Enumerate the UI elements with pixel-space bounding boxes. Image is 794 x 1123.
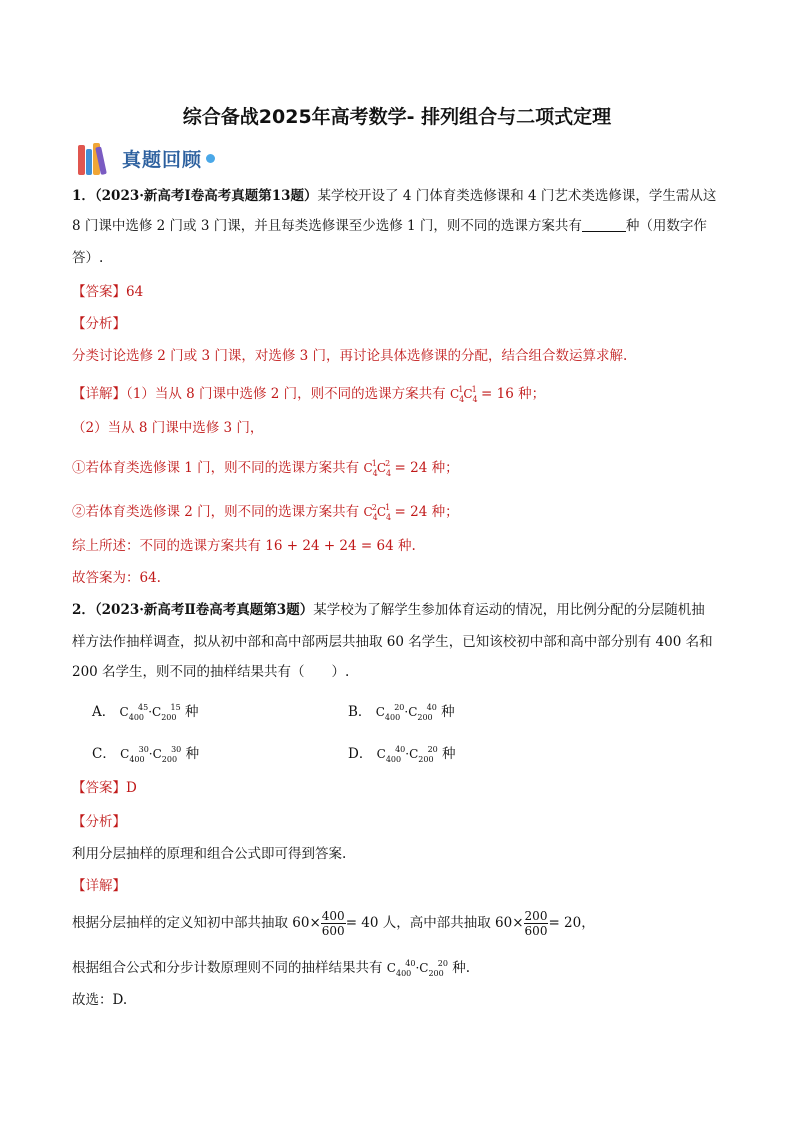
option-formula: $C_{400}^{30}\cdot C_{200}^{30}$ bbox=[120, 745, 182, 764]
frac-den: 600 bbox=[524, 924, 548, 938]
sub: 200 bbox=[417, 713, 433, 722]
books-icon bbox=[78, 141, 118, 175]
q2-number: 2． bbox=[72, 602, 95, 618]
frac-num: 400 bbox=[321, 909, 345, 923]
q2-detail2 bbox=[72, 954, 732, 984]
answer-value: 64 bbox=[126, 284, 144, 300]
detail1-tail: = 16 种； bbox=[481, 386, 546, 402]
answer-blank bbox=[582, 217, 626, 232]
option-d[interactable] bbox=[348, 742, 456, 764]
option-c[interactable] bbox=[92, 742, 199, 764]
q2-stem-b: 样方法作抽样调查，拟从初中部和高中部两层共抽取 60 名学生，已知该校初中部和高中部分别有 400 名和 bbox=[72, 634, 713, 650]
sup: 15 bbox=[170, 703, 181, 712]
dot-icon bbox=[206, 154, 215, 163]
option-label: B． bbox=[348, 704, 372, 720]
q1-analysis: 分类讨论选修 2 门或 3 门课，对选修 3 门，再讨论具体选修课的分配，结合组合数运算求解. bbox=[72, 348, 628, 364]
q1-stem-c: 种（用数字作 bbox=[625, 218, 707, 234]
option-tail: 种 bbox=[442, 746, 456, 762]
q2-analysis-label: 【分析】 bbox=[72, 814, 126, 830]
answer-value: D bbox=[126, 780, 137, 796]
case2-text: ②若体育类选修课 2 门，则不同的选课方案共有 bbox=[72, 504, 360, 520]
option-formula: $C_{400}^{20}\cdot C_{200}^{40}$ bbox=[375, 703, 437, 722]
q1-analysis-label: 【分析】 bbox=[72, 316, 126, 332]
q1-number: 1． bbox=[72, 188, 95, 204]
q1-detail2: （2）当从 8 门课中选修 3 门， bbox=[72, 420, 264, 436]
answer-label: 【答案】 bbox=[72, 780, 126, 796]
option-tail: 种 bbox=[441, 704, 455, 720]
q1-case2 bbox=[72, 498, 732, 528]
case1-tail: = 24 种； bbox=[394, 460, 459, 476]
sup: 20 bbox=[427, 745, 438, 754]
q1-stem-d: 答）. bbox=[72, 250, 104, 266]
sub: 200 bbox=[161, 713, 177, 722]
detail1-c: = 20， bbox=[548, 915, 595, 931]
q1-stem-a: 某学校开设了 4 门体育类选修课和 4 门艺术类选修课，学生需从这 bbox=[317, 188, 717, 204]
q1-stem bbox=[72, 186, 732, 206]
option-label: D． bbox=[348, 746, 373, 762]
option-a[interactable] bbox=[92, 700, 198, 722]
formula-c44c44: $C_4^1C_4^1$ bbox=[449, 385, 478, 404]
q1-stem-line2 bbox=[72, 216, 732, 236]
q2-stem-a: 某学校为了解学生参加体育运动的情况，用比例分配的分层随机抽 bbox=[313, 602, 705, 618]
page-title: 综合备战2025年高考数学- 排列组合与二项式定理 bbox=[182, 106, 612, 128]
q1-answer bbox=[72, 282, 732, 302]
option-label: A． bbox=[92, 704, 116, 720]
banner-label: 真题回顾 bbox=[122, 148, 203, 171]
sub: 400 bbox=[128, 713, 145, 722]
detail-label: 【详解】 bbox=[72, 386, 126, 402]
sub: 200 bbox=[161, 755, 178, 764]
sup: 40 bbox=[426, 703, 437, 712]
sup: 30 bbox=[138, 745, 149, 754]
section-banner bbox=[78, 140, 215, 176]
q2-detail-label: 【详解】 bbox=[72, 878, 126, 894]
detail2-text: 根据组合公式和分步计数原理则不同的抽样结果共有 bbox=[72, 960, 383, 976]
answer-label: 【答案】 bbox=[72, 284, 126, 300]
sub: 400 bbox=[384, 713, 401, 722]
q2-final: 故选：D. bbox=[72, 992, 128, 1008]
case1-text: ①若体育类选修课 1 门，则不同的选课方案共有 bbox=[72, 460, 360, 476]
option-b[interactable] bbox=[348, 700, 455, 722]
fraction-1 bbox=[321, 909, 346, 938]
option-formula: $C_{400}^{45}\cdot C_{200}^{15}$ bbox=[119, 703, 181, 722]
sub: 400 bbox=[129, 755, 145, 764]
q2-answer bbox=[72, 778, 732, 798]
q1-case1 bbox=[72, 454, 732, 484]
option-formula: $C_{400}^{40}\cdot C_{200}^{20}$ bbox=[376, 745, 438, 764]
q1-source: （2023·新高考Ⅰ卷高考真题第13题） bbox=[94, 188, 318, 204]
formula-case2: $C_4^2C_4^1$ bbox=[363, 503, 392, 522]
q2-detail1 bbox=[72, 904, 732, 942]
q2-analysis: 利用分层抽样的原理和组合公式即可得到答案. bbox=[72, 846, 347, 862]
sup: 45 bbox=[138, 703, 149, 712]
fraction-2 bbox=[524, 909, 549, 938]
sup: 30 bbox=[171, 745, 182, 754]
formula-result: $C_{400}^{40}\cdot C_{200}^{20}$ bbox=[386, 959, 448, 978]
option-label: C． bbox=[92, 746, 116, 762]
q2-stem-c: 200 名学生，则不同的抽样结果共有（ ）. bbox=[72, 664, 350, 680]
frac-den: 600 bbox=[321, 924, 345, 938]
detail1-b: = 40 人，高中部共抽取 60× bbox=[345, 915, 524, 931]
q1-stem-b: 8 门课中选修 2 门或 3 门课，并且每类选修课至少选修 1 门，则不同的选课方案共有 bbox=[72, 218, 582, 234]
q2-stem bbox=[72, 600, 732, 620]
sub: 400 bbox=[385, 755, 402, 764]
q1-final: 故答案为：64. bbox=[72, 570, 161, 586]
sup: 20 bbox=[394, 703, 405, 712]
detail1-a: 根据分层抽样的定义知初中部共抽取 60× bbox=[72, 915, 321, 931]
detail2-tail: 种. bbox=[452, 960, 471, 976]
detail1-text: （1）当从 8 门课中选修 2 门，则不同的选课方案共有 bbox=[126, 386, 446, 402]
sup: 40 bbox=[395, 745, 406, 754]
sub: 200 bbox=[418, 755, 434, 764]
frac-num: 200 bbox=[524, 909, 548, 923]
q1-detail1 bbox=[72, 380, 732, 410]
case2-tail: = 24 种； bbox=[394, 504, 459, 520]
option-tail: 种 bbox=[184, 704, 199, 720]
option-tail: 种 bbox=[185, 746, 200, 762]
q2-source: （2023·新高考Ⅱ卷高考真题第3题） bbox=[94, 602, 314, 618]
q1-summary: 综上所述：不同的选课方案共有 16 + 24 + 24 = 64 种. bbox=[72, 538, 416, 554]
formula-case1: $C_4^1C_4^2$ bbox=[363, 459, 392, 478]
